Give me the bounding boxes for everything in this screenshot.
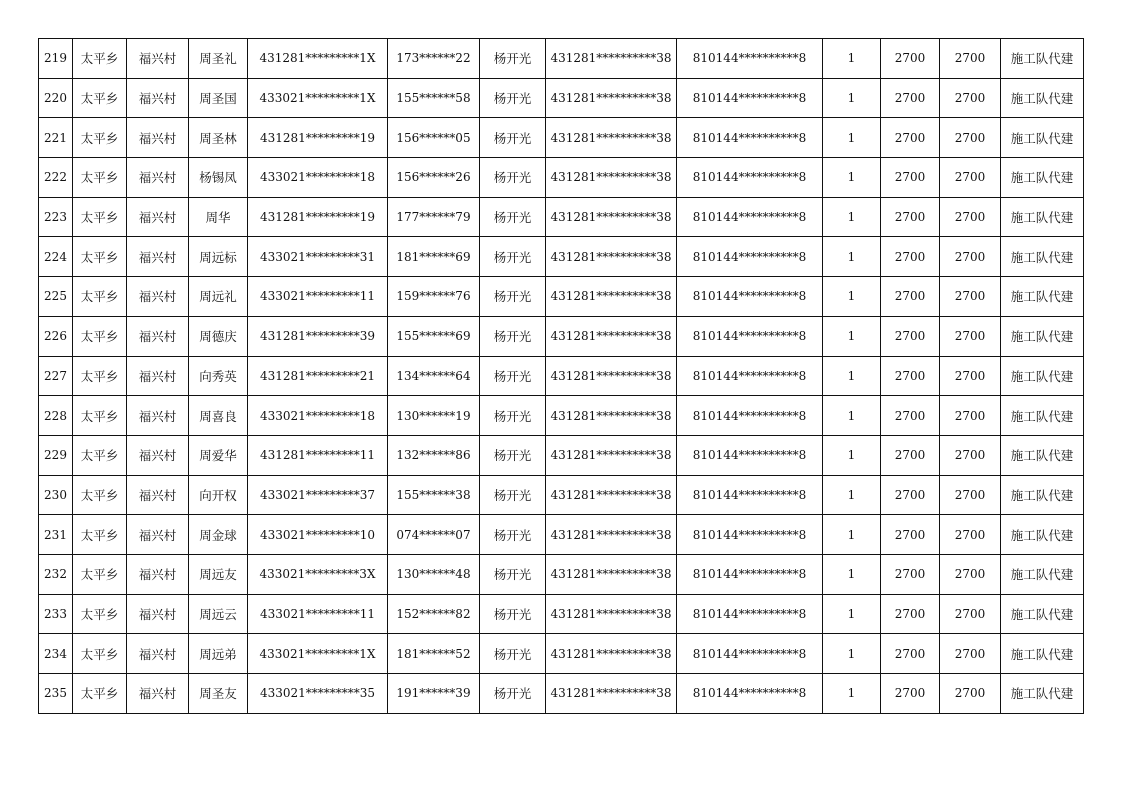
cell-id-number: 433021*********18 [248, 396, 388, 436]
cell-village: 福兴村 [127, 158, 189, 198]
cell-quantity: 1 [823, 356, 881, 396]
cell-township: 太平乡 [73, 515, 127, 555]
cell-account: 810144**********8 [677, 515, 823, 555]
cell-subsidy-standard: 2700 [881, 277, 940, 317]
cell-payee: 杨开光 [480, 475, 546, 515]
cell-id-number: 431281*********19 [248, 118, 388, 158]
table-row [39, 594, 1084, 634]
cell-subsidy-standard: 2700 [881, 197, 940, 237]
cell-subsidy-standard: 2700 [881, 78, 940, 118]
cell-account: 810144**********8 [677, 435, 823, 475]
cell-quantity: 1 [823, 118, 881, 158]
cell-account: 810144**********8 [677, 316, 823, 356]
cell-build-method: 施工队代建 [1001, 197, 1084, 237]
cell-phone: 177******79 [388, 197, 480, 237]
cell-payee: 杨开光 [480, 356, 546, 396]
cell-phone: 152******82 [388, 594, 480, 634]
cell-subsidy-amount: 2700 [940, 594, 1001, 634]
cell-subsidy-amount: 2700 [940, 78, 1001, 118]
cell-account: 810144**********8 [677, 594, 823, 634]
cell-village: 福兴村 [127, 39, 189, 79]
cell-quantity: 1 [823, 515, 881, 555]
cell-quantity: 1 [823, 435, 881, 475]
cell-subsidy-standard: 2700 [881, 435, 940, 475]
cell-quantity: 1 [823, 594, 881, 634]
cell-payee: 杨开光 [480, 594, 546, 634]
cell-phone: 132******86 [388, 435, 480, 475]
cell-build-method: 施工队代建 [1001, 118, 1084, 158]
cell-subsidy-standard: 2700 [881, 634, 940, 674]
cell-subsidy-standard: 2700 [881, 356, 940, 396]
cell-name: 周圣友 [189, 674, 248, 714]
cell-build-method: 施工队代建 [1001, 396, 1084, 436]
cell-id-number: 433021*********18 [248, 158, 388, 198]
cell-subsidy-standard: 2700 [881, 674, 940, 714]
cell-account: 810144**********8 [677, 277, 823, 317]
cell-phone: 181******69 [388, 237, 480, 277]
cell-phone: 159******76 [388, 277, 480, 317]
cell-township: 太平乡 [73, 39, 127, 79]
cell-payee: 杨开光 [480, 277, 546, 317]
cell-index: 224 [39, 237, 73, 277]
cell-village: 福兴村 [127, 118, 189, 158]
cell-township: 太平乡 [73, 594, 127, 634]
cell-township: 太平乡 [73, 356, 127, 396]
cell-account: 810144**********8 [677, 118, 823, 158]
cell-account: 810144**********8 [677, 674, 823, 714]
cell-build-method: 施工队代建 [1001, 356, 1084, 396]
cell-quantity: 1 [823, 277, 881, 317]
cell-index: 232 [39, 554, 73, 594]
cell-build-method: 施工队代建 [1001, 515, 1084, 555]
cell-payee-id: 431281**********38 [546, 634, 677, 674]
cell-subsidy-amount: 2700 [940, 634, 1001, 674]
table-row [39, 554, 1084, 594]
cell-account: 810144**********8 [677, 78, 823, 118]
cell-id-number: 433021*********31 [248, 237, 388, 277]
cell-quantity: 1 [823, 634, 881, 674]
cell-subsidy-standard: 2700 [881, 118, 940, 158]
cell-name: 周金球 [189, 515, 248, 555]
cell-account: 810144**********8 [677, 158, 823, 198]
cell-payee-id: 431281**********38 [546, 39, 677, 79]
cell-township: 太平乡 [73, 237, 127, 277]
cell-build-method: 施工队代建 [1001, 634, 1084, 674]
table-row [39, 396, 1084, 436]
cell-village: 福兴村 [127, 396, 189, 436]
cell-name: 向秀英 [189, 356, 248, 396]
cell-subsidy-amount: 2700 [940, 158, 1001, 198]
cell-name: 周喜良 [189, 396, 248, 436]
cell-id-number: 433021*********11 [248, 594, 388, 634]
table-row [39, 277, 1084, 317]
cell-id-number: 431281*********11 [248, 435, 388, 475]
cell-subsidy-amount: 2700 [940, 39, 1001, 79]
cell-index: 221 [39, 118, 73, 158]
cell-payee: 杨开光 [480, 158, 546, 198]
cell-name: 周圣林 [189, 118, 248, 158]
cell-payee: 杨开光 [480, 78, 546, 118]
cell-quantity: 1 [823, 237, 881, 277]
cell-payee: 杨开光 [480, 554, 546, 594]
cell-subsidy-amount: 2700 [940, 118, 1001, 158]
table-row [39, 39, 1084, 79]
cell-payee-id: 431281**********38 [546, 674, 677, 714]
cell-payee-id: 431281**********38 [546, 118, 677, 158]
cell-subsidy-standard: 2700 [881, 39, 940, 79]
cell-subsidy-standard: 2700 [881, 475, 940, 515]
cell-village: 福兴村 [127, 277, 189, 317]
cell-quantity: 1 [823, 78, 881, 118]
table-row [39, 435, 1084, 475]
cell-subsidy-amount: 2700 [940, 475, 1001, 515]
cell-payee: 杨开光 [480, 237, 546, 277]
cell-township: 太平乡 [73, 674, 127, 714]
cell-build-method: 施工队代建 [1001, 435, 1084, 475]
cell-subsidy-standard: 2700 [881, 316, 940, 356]
cell-payee-id: 431281**********38 [546, 78, 677, 118]
cell-payee-id: 431281**********38 [546, 316, 677, 356]
cell-name: 杨锡凤 [189, 158, 248, 198]
cell-village: 福兴村 [127, 356, 189, 396]
cell-subsidy-amount: 2700 [940, 237, 1001, 277]
cell-phone: 191******39 [388, 674, 480, 714]
cell-phone: 156******05 [388, 118, 480, 158]
cell-quantity: 1 [823, 554, 881, 594]
cell-account: 810144**********8 [677, 475, 823, 515]
cell-phone: 074******07 [388, 515, 480, 555]
cell-payee-id: 431281**********38 [546, 594, 677, 634]
cell-name: 周远标 [189, 237, 248, 277]
cell-payee: 杨开光 [480, 197, 546, 237]
cell-account: 810144**********8 [677, 554, 823, 594]
table-row [39, 674, 1084, 714]
cell-subsidy-amount: 2700 [940, 674, 1001, 714]
cell-quantity: 1 [823, 39, 881, 79]
table-row [39, 78, 1084, 118]
cell-index: 235 [39, 674, 73, 714]
cell-village: 福兴村 [127, 197, 189, 237]
cell-subsidy-standard: 2700 [881, 158, 940, 198]
cell-payee-id: 431281**********38 [546, 237, 677, 277]
cell-index: 223 [39, 197, 73, 237]
cell-township: 太平乡 [73, 435, 127, 475]
cell-subsidy-standard: 2700 [881, 396, 940, 436]
table-row [39, 197, 1084, 237]
cell-build-method: 施工队代建 [1001, 237, 1084, 277]
cell-build-method: 施工队代建 [1001, 78, 1084, 118]
cell-township: 太平乡 [73, 78, 127, 118]
cell-payee-id: 431281**********38 [546, 197, 677, 237]
cell-subsidy-amount: 2700 [940, 396, 1001, 436]
cell-name: 周爱华 [189, 435, 248, 475]
cell-payee: 杨开光 [480, 515, 546, 555]
cell-village: 福兴村 [127, 78, 189, 118]
cell-name: 向开权 [189, 475, 248, 515]
table-row [39, 356, 1084, 396]
cell-township: 太平乡 [73, 316, 127, 356]
cell-id-number: 431281*********21 [248, 356, 388, 396]
cell-id-number: 431281*********1X [248, 39, 388, 79]
cell-id-number: 433021*********3X [248, 554, 388, 594]
cell-subsidy-amount: 2700 [940, 316, 1001, 356]
table-row [39, 475, 1084, 515]
cell-build-method: 施工队代建 [1001, 674, 1084, 714]
table-row [39, 515, 1084, 555]
cell-id-number: 433021*********1X [248, 78, 388, 118]
cell-village: 福兴村 [127, 237, 189, 277]
cell-village: 福兴村 [127, 594, 189, 634]
cell-build-method: 施工队代建 [1001, 594, 1084, 634]
cell-account: 810144**********8 [677, 634, 823, 674]
cell-name: 周远弟 [189, 634, 248, 674]
records-table [38, 38, 1084, 714]
cell-phone: 134******64 [388, 356, 480, 396]
cell-phone: 130******19 [388, 396, 480, 436]
cell-village: 福兴村 [127, 475, 189, 515]
cell-township: 太平乡 [73, 118, 127, 158]
cell-phone: 155******58 [388, 78, 480, 118]
cell-id-number: 431281*********39 [248, 316, 388, 356]
cell-quantity: 1 [823, 158, 881, 198]
cell-index: 219 [39, 39, 73, 79]
cell-payee-id: 431281**********38 [546, 277, 677, 317]
cell-index: 230 [39, 475, 73, 515]
cell-township: 太平乡 [73, 475, 127, 515]
cell-payee-id: 431281**********38 [546, 475, 677, 515]
cell-payee-id: 431281**********38 [546, 356, 677, 396]
cell-id-number: 433021*********1X [248, 634, 388, 674]
cell-phone: 155******38 [388, 475, 480, 515]
cell-payee-id: 431281**********38 [546, 396, 677, 436]
cell-index: 233 [39, 594, 73, 634]
cell-name: 周圣国 [189, 78, 248, 118]
cell-account: 810144**********8 [677, 39, 823, 79]
cell-subsidy-amount: 2700 [940, 554, 1001, 594]
cell-township: 太平乡 [73, 554, 127, 594]
cell-township: 太平乡 [73, 277, 127, 317]
cell-quantity: 1 [823, 197, 881, 237]
cell-subsidy-standard: 2700 [881, 237, 940, 277]
cell-name: 周远礼 [189, 277, 248, 317]
cell-quantity: 1 [823, 396, 881, 436]
cell-index: 227 [39, 356, 73, 396]
cell-build-method: 施工队代建 [1001, 316, 1084, 356]
cell-name: 周远云 [189, 594, 248, 634]
cell-subsidy-standard: 2700 [881, 594, 940, 634]
cell-payee: 杨开光 [480, 396, 546, 436]
cell-id-number: 433021*********10 [248, 515, 388, 555]
cell-subsidy-amount: 2700 [940, 515, 1001, 555]
cell-township: 太平乡 [73, 396, 127, 436]
cell-payee: 杨开光 [480, 39, 546, 79]
cell-index: 231 [39, 515, 73, 555]
cell-payee-id: 431281**********38 [546, 158, 677, 198]
table-row [39, 118, 1084, 158]
cell-build-method: 施工队代建 [1001, 277, 1084, 317]
cell-build-method: 施工队代建 [1001, 158, 1084, 198]
cell-index: 229 [39, 435, 73, 475]
cell-index: 220 [39, 78, 73, 118]
cell-payee-id: 431281**********38 [546, 515, 677, 555]
cell-payee: 杨开光 [480, 435, 546, 475]
cell-account: 810144**********8 [677, 237, 823, 277]
table-body [39, 39, 1084, 714]
cell-id-number: 433021*********11 [248, 277, 388, 317]
cell-payee-id: 431281**********38 [546, 435, 677, 475]
cell-payee-id: 431281**********38 [546, 554, 677, 594]
table-row [39, 237, 1084, 277]
cell-village: 福兴村 [127, 515, 189, 555]
cell-quantity: 1 [823, 316, 881, 356]
cell-village: 福兴村 [127, 674, 189, 714]
cell-name: 周圣礼 [189, 39, 248, 79]
cell-township: 太平乡 [73, 197, 127, 237]
cell-subsidy-standard: 2700 [881, 554, 940, 594]
cell-township: 太平乡 [73, 634, 127, 674]
cell-build-method: 施工队代建 [1001, 475, 1084, 515]
cell-village: 福兴村 [127, 634, 189, 674]
cell-phone: 173******22 [388, 39, 480, 79]
data-sheet [38, 38, 1083, 714]
cell-build-method: 施工队代建 [1001, 554, 1084, 594]
cell-phone: 181******52 [388, 634, 480, 674]
cell-township: 太平乡 [73, 158, 127, 198]
cell-village: 福兴村 [127, 435, 189, 475]
cell-village: 福兴村 [127, 316, 189, 356]
cell-subsidy-amount: 2700 [940, 277, 1001, 317]
cell-index: 226 [39, 316, 73, 356]
cell-account: 810144**********8 [677, 396, 823, 436]
cell-village: 福兴村 [127, 554, 189, 594]
cell-name: 周远友 [189, 554, 248, 594]
cell-payee: 杨开光 [480, 674, 546, 714]
cell-subsidy-standard: 2700 [881, 515, 940, 555]
cell-subsidy-amount: 2700 [940, 356, 1001, 396]
cell-phone: 130******48 [388, 554, 480, 594]
cell-id-number: 433021*********35 [248, 674, 388, 714]
cell-payee: 杨开光 [480, 634, 546, 674]
table-row [39, 316, 1084, 356]
cell-id-number: 431281*********19 [248, 197, 388, 237]
cell-index: 228 [39, 396, 73, 436]
cell-index: 234 [39, 634, 73, 674]
cell-subsidy-amount: 2700 [940, 435, 1001, 475]
cell-payee: 杨开光 [480, 118, 546, 158]
table-row [39, 634, 1084, 674]
cell-index: 225 [39, 277, 73, 317]
cell-subsidy-amount: 2700 [940, 197, 1001, 237]
cell-name: 周德庆 [189, 316, 248, 356]
cell-name: 周华 [189, 197, 248, 237]
cell-quantity: 1 [823, 674, 881, 714]
cell-payee: 杨开光 [480, 316, 546, 356]
cell-account: 810144**********8 [677, 197, 823, 237]
cell-phone: 155******69 [388, 316, 480, 356]
cell-build-method: 施工队代建 [1001, 39, 1084, 79]
cell-phone: 156******26 [388, 158, 480, 198]
cell-index: 222 [39, 158, 73, 198]
cell-id-number: 433021*********37 [248, 475, 388, 515]
cell-quantity: 1 [823, 475, 881, 515]
table-row [39, 158, 1084, 198]
cell-account: 810144**********8 [677, 356, 823, 396]
